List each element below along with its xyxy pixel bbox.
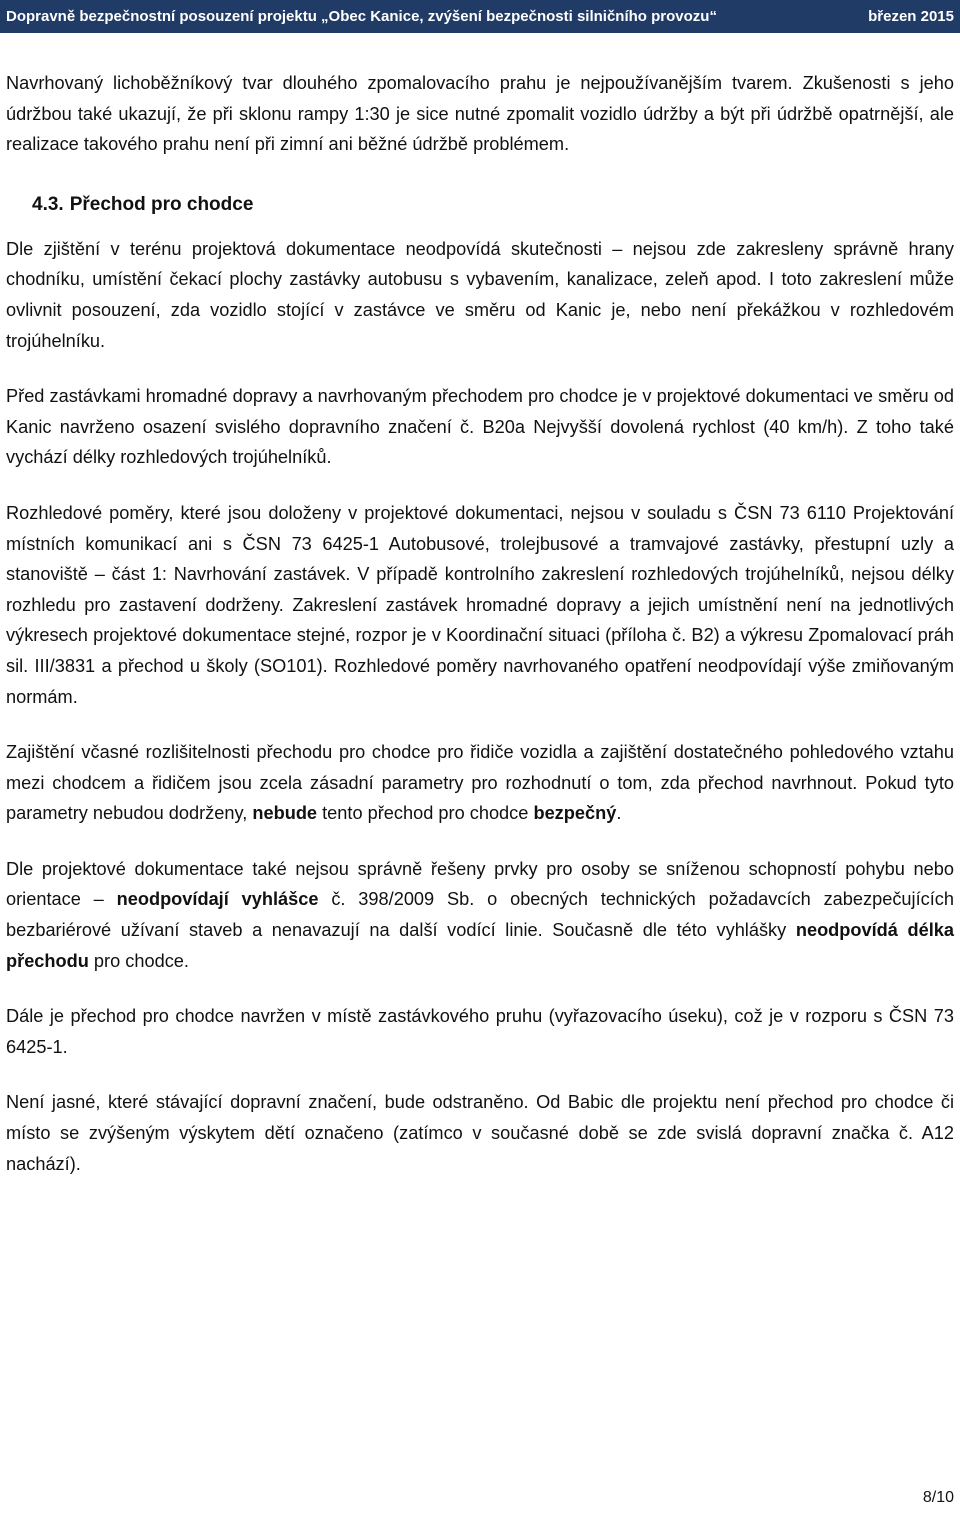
paragraph-bus-lane: Dále je přechod pro chodce navržen v místě zastávkového pruhu (vyřazovacího úseku), což je v rozporu s ČSN 73 6425-1. [6,1006,954,1057]
text-run: č. 398/2009 Sb. o obecných technických požadavcích zabezpečujících bezbariérové užívaní staveb a nenavazují na další vodící linie. Současně dle této vyhlášky [6,889,954,941]
paragraph-accessibility [6,854,954,976]
paragraph-visibility: Rozhledové poměry, které jsou doloženy v projektové dokumentaci, nejsou v souladu s ČSN 73 6110 Projektování místních komunikací ani s ČSN 73 6425-1 Autobusové, trolejbusové a tramvajové zastávky, přestupní uzly a stanoviště – část 1: Navrhování zastávek. V případě kontrolního zakreslení rozhledových trojúhelníků, nejsou délky rozhledu pro zastavení dodrženy. Zakreslení zastávek hromadné dopravy a jejich umístnění není na jednotlivých výkresech projektové dokumentace stejné, rozpor je v Koordinační situaci (příloha č. B2) a výkresu Zpomalovací práh sil. III/3831 a přechod u školy (SO101). Rozhledové poměry navrhovaného opatření neodpovídají výše zmiňovaným normám. [6,502,954,707]
header-title: Dopravně bezpečnostní posouzení projektu „Obec Kanice, zvýšení bezpečnosti silničního provozu“ [6,8,717,25]
bold-text: nebude [252,803,318,824]
paragraph-speed-sign: Před zastávkami hromadné dopravy a navrhovaným přechodem pro chodce je v projektové dokumentaci ve směru od Kanic navrženo osazení svislého dopravního značení č. B20a Nejvyšší dovolená rychlost (40 km/h). Z toho také vychází délky rozhledových trojúhelníků. [6,386,954,468]
text-run: tento přechod pro chodce [322,803,529,824]
text-run: Dle projektové dokumentace také nejsou správně řešeny prvky pro osoby se sníženou schopností pohybu nebo orientace – [6,858,954,910]
intro-paragraph: Navrhovaný lichoběžníkový tvar dlouhého zpomalovacího prahu je nejpoužívanějším tvarem. Zkušenosti s jeho údržbou také ukazují, že při sklonu rampy 1:30 je sice nutné zpomalit vozidlo údržby a být při údržbě opatrnější, ale realizace takového prahu není při zimní ani běžné údržbě problémem. [6,73,954,155]
page-header [0,0,960,33]
bold-text: neodpovídá délka přechodu [6,920,954,971]
section-heading [32,190,954,220]
paragraph-terrain-findings: Dle zjištění v terénu projektová dokumentace neodpovídá skutečnosti – nejsou zde zakresleny správně hrany chodníku, umístění čekací plochy zastávky autobusu s vybavením, kanalizace, zeleň apod. I toto zakreslení může ovlivnit posouzení, zda vozidlo stojící v zastávce ve směru od Kanic je, nebo není překážkou v rozhledovém trojúhelníku. [6,238,954,351]
bold-text: bezpečný [533,803,617,824]
text-run: pro chodce. [93,950,189,971]
text-run: Zajištění včasné rozlišitelnosti přechodu pro chodce pro řidiče vozidla a zajištění dostatečného pohledového vztahu mezi chodcem a řidičem jsou zcela zásadní parametry pro rozhodnutí o tom, zda přechod navrhnout. Pokud tyto parametry nebudou dodrženy, [6,742,954,824]
header-date: březen 2015 [868,8,954,25]
paragraph-recognisability [6,737,954,829]
text-run: . [616,803,622,824]
section-title: Přechod pro chodce [69,193,254,215]
section-number: 4.3. [32,193,64,215]
page-number: 8/10 [922,1489,954,1506]
paragraph-signage: Není jasné, které stávající dopravní značení, bude odstraněno. Od Babic dle projektu není přechod pro chodce či místo se zvýšeným výskytem dětí označeno (zatímco v současné době se zde svislá dopravní značka č. A12 nachází). [6,1092,954,1174]
document-body [6,68,954,1204]
bold-text: neodpovídají vyhlášce [116,889,319,910]
